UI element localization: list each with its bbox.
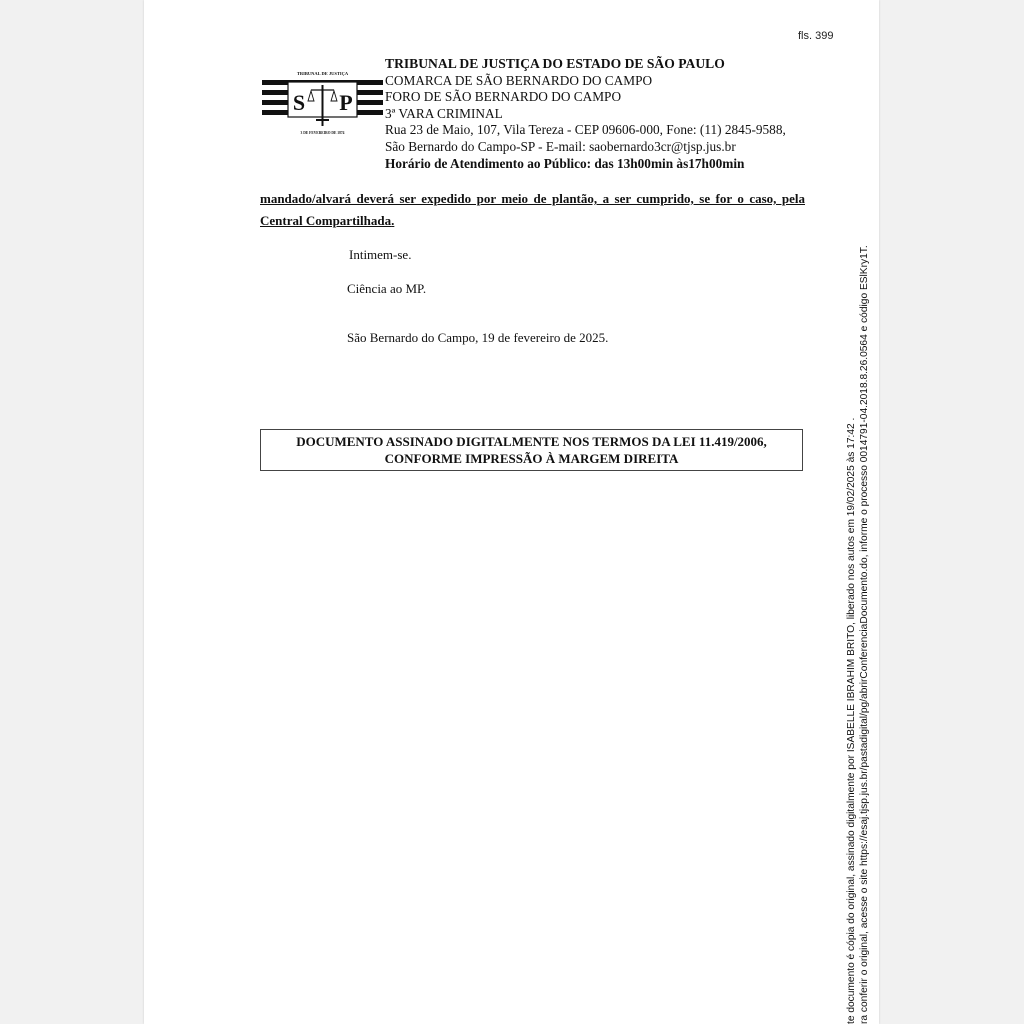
court-seal-logo (262, 49, 383, 135)
intimem-line: Intimem-se. (349, 247, 412, 262)
svg-text:P: P (339, 90, 353, 115)
svg-text:S: S (292, 90, 306, 115)
vara: 3ª VARA CRIMINAL (385, 105, 503, 121)
digital-signature-box (260, 429, 803, 471)
foro: FORO DE SÃO BERNARDO DO CAMPO (385, 89, 622, 105)
date-line: São Bernardo do Campo, 19 de fevereiro de 2025. (347, 330, 609, 345)
order-paragraph (260, 188, 805, 232)
margin-note-line-1: te documento é cópia do original, assinado digitalmente por ISABELLE IBRAHIM BRITO, liberado nos autos em 19/02/2025 às 17:42 . (846, 417, 857, 1024)
court-name: TRIBUNAL DE JUSTIÇA DO ESTADO DE SÃO PAULO (385, 56, 725, 71)
seal-bottom-text: 3 DE FEVEREIRO DE 1874 (300, 131, 345, 135)
margin-note-line-2: ra conferir o original, acesse o site https://esaj.tjsp.jus.br/pastadigital/pg/abrirConferenciaDocumento.do, informe o processo 0014791-04.2018.8.26.0564 e código ESlKry1T. (858, 245, 870, 1024)
court-header (385, 56, 786, 172)
page-number: fls. 399 (798, 30, 834, 42)
signature-box-line-1: DOCUMENTO ASSINADO DIGITALMENTE NOS TERMOS DA LEI 11.419/2006, (296, 434, 767, 449)
ciencia-line: Ciência ao MP. (347, 281, 427, 296)
paragraph-line-1: mandado/alvará deverá ser expedido por meio de plantão, a ser cumprido, se for o caso, pela (260, 191, 805, 206)
office-hours: Horário de Atendimento ao Público: das 13h00min às17h00min (385, 155, 745, 171)
seal-top-text: TRIBUNAL DE JUSTIÇA (296, 71, 349, 76)
margin-verification-note (846, 164, 871, 1024)
city-email: São Bernardo do Campo-SP - E-mail: saobernardo3cr@tjsp.jus.br (385, 138, 736, 154)
document-page (144, 0, 879, 1024)
paragraph-end: . (391, 213, 395, 228)
signature-box-line-2: CONFORME IMPRESSÃO À MARGEM DIREITA (384, 451, 679, 466)
comarca: COMARCA DE SÃO BERNARDO DO CAMPO (385, 72, 653, 88)
paragraph-line-2: Central Compartilhada (260, 213, 392, 228)
address: Rua 23 de Maio, 107, Vila Tereza - CEP 09606-000, Fone: (11) 2845-9588, (385, 122, 786, 138)
